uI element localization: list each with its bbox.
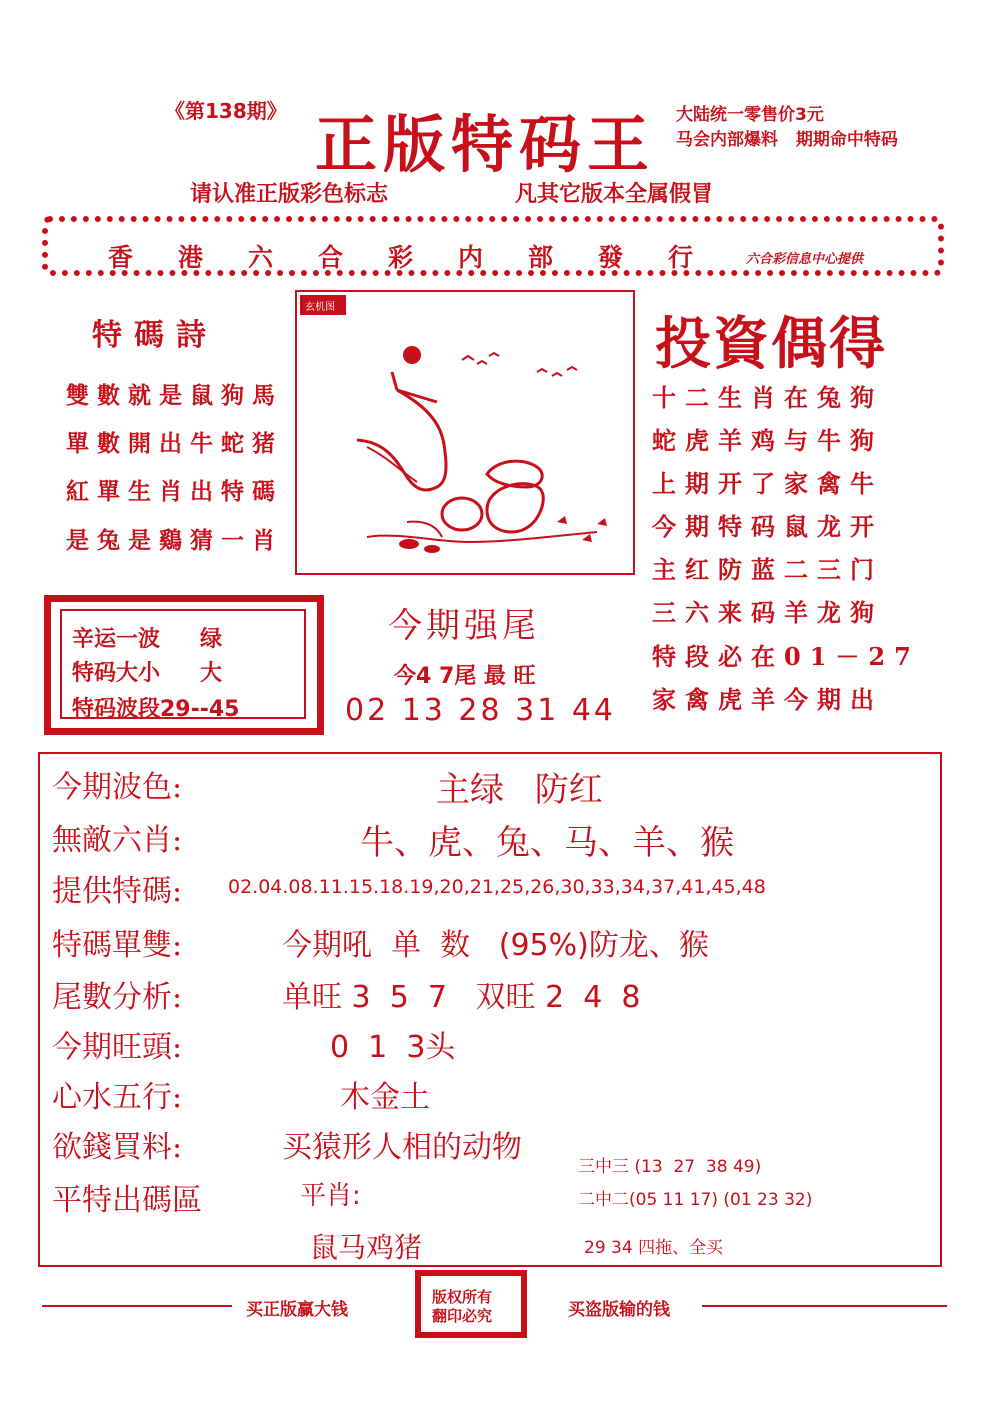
color-label: 今期波色: [52,770,183,805]
promo-text: 马会内部爆料 期期命中特码 [676,130,898,150]
tail-analysis-value: 单旺 3 5 7 双旺 2 4 8 [282,980,641,1015]
invest-line: 特段必在01－27 [652,642,920,671]
lucky-size-value: 大 [200,661,223,686]
strong-tail-title: 今期强尾 [388,606,540,646]
money-clue-value: 买猿形人相的动物 [282,1130,522,1165]
footer-divider-left [42,1305,232,1307]
ground-line [367,522,597,542]
odd-even-label: 特碼單雙: [52,928,183,963]
invest-line: 今期特码鼠龙开 [652,512,883,541]
verify-right-text: 凡其它版本全属假冒 [515,182,714,207]
birds-icon [462,353,577,376]
stamp-text: 玄机图 [305,302,335,313]
invest-line: 三六来码羊龙狗 [652,598,883,627]
lucky-wave-value: 绿 [200,627,223,652]
verify-left-text: 请认准正版彩色标志 [190,182,389,207]
sun-icon [403,346,421,364]
flat-zodiac-label: 平肖: [300,1181,361,1211]
invest-line: 蛇虎羊鸡与牛狗 [652,426,883,455]
lucky-range: 特码波段29--45 [72,697,240,722]
lucky-line-2 [72,656,222,687]
invest-line: 十二生肖在兔狗 [652,383,883,412]
color-value: 主绿 防红 [436,770,603,810]
special-number-value: 02.04.08.11.15.18.19,20,21,25,26,30,33,34,37,41,45,48 [228,876,766,898]
poem-line: 單數開出牛蛇猪 [66,430,283,457]
hot-head-label: 今期旺頭: [52,1030,183,1065]
invest-line: 上期开了家禽牛 [652,469,883,498]
frog-shell-icon [487,484,543,532]
page-title: 正版特码王 [315,108,656,181]
money-clue-label: 欲錢買料: [52,1130,183,1165]
poem-line: 是兔是鷄猜一肖 [66,527,283,554]
odd-even-value: 今期吼 单 数 (95%)防龙、猴 [282,928,709,963]
five-element-value: 木金土 [340,1080,430,1115]
crane-icon [357,372,446,490]
banner-source: 六合彩信息中心提供 [746,252,864,267]
invest-title: 投資偶得 [655,311,887,377]
combo-three: 三中三 (13 27 38 49) [578,1157,762,1177]
lucky-size-label: 特码大小 [72,661,161,686]
strong-tail-subtitle: 今4 7尾 最 旺 [394,664,536,689]
lucky-wave-label: 辛运一波 [72,627,161,652]
poem-line: 紅單生肖出特碼 [66,478,283,505]
riddle-picture [295,290,635,575]
combo-drag: 29 34 四拖、全买 [584,1238,724,1258]
copyright-line-1: 版权所有 [432,1288,493,1306]
price-text: 大陆统一零售价3元 [676,105,824,125]
five-element-label: 心水五行: [52,1080,183,1115]
leaves-icon [557,516,607,542]
special-number-label: 提供特碼: [52,874,183,909]
six-zodiac-label: 無敵六肖: [52,823,183,858]
poem-line: 雙數就是鼠狗馬 [66,382,283,409]
invest-line: 主红防蓝二三门 [652,555,883,584]
footer-left-text: 买正版赢大钱 [246,1300,348,1320]
footer-divider-right [702,1305,947,1307]
footer-right-text: 买盗版输的钱 [568,1300,670,1320]
copyright-line-2: 翻印必究 [432,1307,493,1325]
egg-icon [442,498,482,530]
strong-tail-numbers: 02 13 28 31 44 [345,693,617,728]
crane-frog-illustration [297,292,633,573]
invest-line: 家禽虎羊今期出 [652,685,883,714]
banner-title: 香港六合彩内部發行 [108,243,739,272]
poem-title: 特碼詩 [92,318,218,353]
flat-special-label: 平特出碼區 [52,1183,202,1218]
flat-zodiac-value: 鼠马鸡猪 [310,1231,423,1264]
combo-two: 二中二(05 11 17) (01 23 32) [578,1190,813,1210]
lucky-line-1 [72,622,222,653]
hot-head-value: 0 1 3头 [330,1030,456,1065]
six-zodiac-value: 牛、虎、兔、马、羊、猴 [360,823,734,863]
tail-analysis-label: 尾數分析: [52,980,183,1015]
issue-number: 《第138期》 [165,99,287,123]
